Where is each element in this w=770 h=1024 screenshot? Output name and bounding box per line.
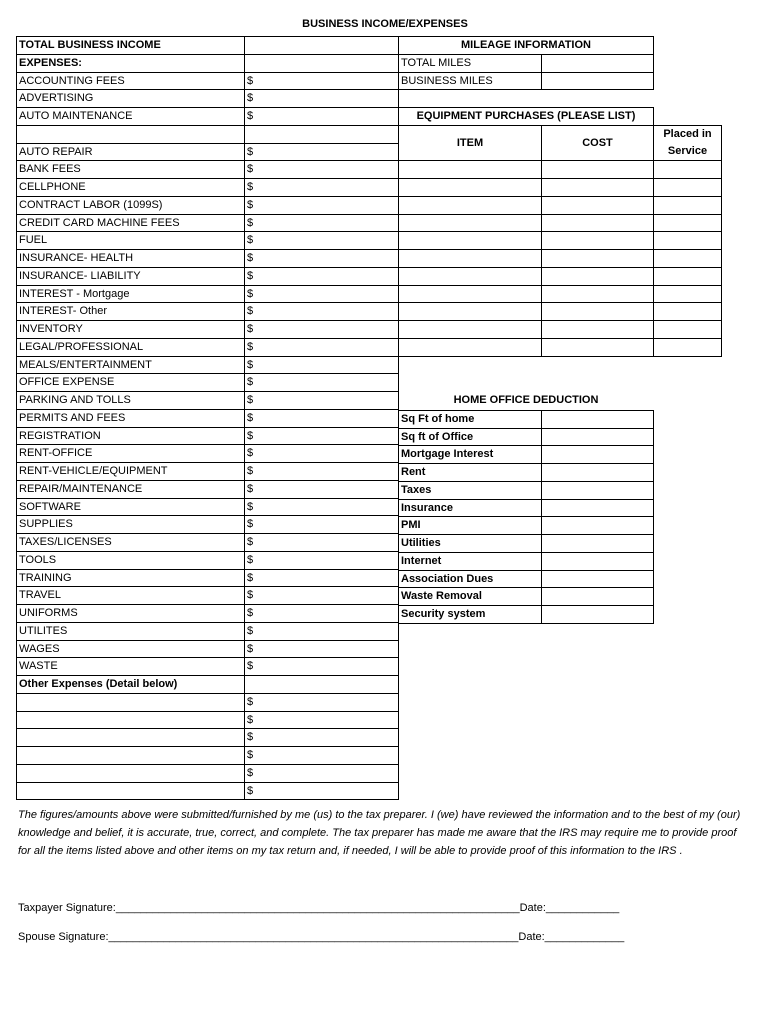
equipment-header: EQUIPMENT PURCHASES (PLEASE LIST) [398,107,654,126]
expense-amount-field[interactable]: $ [244,338,399,357]
expense-label: INTEREST- Other [16,302,245,321]
home-office-label: Security system [398,605,542,624]
equipment-service-field[interactable] [653,160,722,179]
home-office-field[interactable] [541,605,654,624]
other-expense-amount-field[interactable]: $ [244,746,399,765]
expense-amount-field[interactable]: $ [244,267,399,286]
home-office-label: Utilities [398,534,542,553]
expense-amount-field[interactable]: $ [244,89,399,108]
expense-label: ADVERTISING [16,89,245,108]
expense-amount-field[interactable]: $ [244,391,399,410]
expense-amount-field[interactable]: $ [244,178,399,197]
equipment-service-field[interactable] [653,178,722,197]
other-expenses-value [244,675,399,694]
home-office-field[interactable] [541,534,654,553]
expense-label: REPAIR/MAINTENANCE [16,480,245,499]
expense-label: WASTE [16,657,245,676]
home-office-field[interactable] [541,410,654,429]
equipment-cost-field[interactable] [541,214,654,233]
other-expense-amount-field[interactable]: $ [244,693,399,712]
certification-statement: The figures/amounts above were submitted/furnished by me (us) to the tax preparer. I (we) have reviewed the information and to the best of my (our) knowledge and belief, it is accurate, true, correct, and complete. The tax preparer has made me aware that the IRS may require me to provide proof for all the items listed above and other items on my tax return and, if needed, I will be able to provide proof of this information to the IRS . [18,809,741,857]
expense-label: RENT-OFFICE [16,444,245,463]
total-income-label: TOTAL BUSINESS INCOME [16,36,245,55]
home-office-field[interactable] [541,570,654,589]
expense-label: OFFICE EXPENSE [16,373,245,392]
expense-label: INVENTORY [16,320,245,339]
mileage-header: MILEAGE INFORMATION [398,36,654,55]
expenses-heading-value [244,54,399,73]
other-expense-detail-field[interactable] [16,728,245,747]
equipment-service-field[interactable] [653,302,722,321]
expense-label: UTILITES [16,622,245,641]
equipment-item-header: ITEM [398,125,542,162]
equipment-item-field[interactable] [398,267,542,286]
expense-amount-field[interactable]: $ [244,409,399,428]
mileage-label: BUSINESS MILES [398,72,542,91]
other-expense-detail-field[interactable] [16,711,245,730]
taxpayer-signature-line[interactable]: Taxpayer Signature:__________________________________________________________________Date:____________ [18,902,620,914]
other-expense-amount-field[interactable]: $ [244,782,399,801]
home-office-header: HOME OFFICE DEDUCTION [453,394,599,406]
expense-label: SUPPLIES [16,515,245,534]
equipment-item-field[interactable] [398,178,542,197]
equipment-cost-field[interactable] [541,338,654,357]
expense-label: WAGES [16,640,245,659]
home-office-label: Rent [398,463,542,482]
equipment-item-field[interactable] [398,214,542,233]
equipment-cost-field[interactable] [541,285,654,304]
expense-label: PERMITS AND FEES [16,409,245,428]
equipment-service-field[interactable] [653,320,722,339]
expense-amount-field[interactable]: $ [244,462,399,481]
expense-amount-field[interactable]: $ [244,160,399,179]
other-expense-amount-field[interactable]: $ [244,711,399,730]
form-title: BUSINESS INCOME/EXPENSES [302,18,468,30]
equipment-item-field[interactable] [398,160,542,179]
expense-amount-field[interactable]: $ [244,214,399,233]
mileage-label: TOTAL MILES [398,54,542,73]
home-office-field[interactable] [541,463,654,482]
equipment-cost-field[interactable] [541,249,654,268]
home-office-label: Association Dues [398,570,542,589]
expense-label: INSURANCE- LIABILITY [16,267,245,286]
other-expenses-label: Other Expenses (Detail below) [16,675,245,694]
expense-amount-field[interactable]: $ [244,320,399,339]
home-office-field[interactable] [541,552,654,571]
expense-amount-field[interactable]: $ [244,302,399,321]
home-office-label: Sq ft of Office [398,428,542,447]
equipment-service-field[interactable] [653,214,722,233]
total-income-field[interactable] [244,36,399,55]
expense-amount-field[interactable]: $ [244,622,399,641]
home-office-label: Taxes [398,481,542,500]
home-office-label: Internet [398,552,542,571]
equipment-item-field[interactable] [398,196,542,215]
expense-amount-field[interactable]: $ [244,551,399,570]
expense-label: REGISTRATION [16,427,245,446]
equipment-item-field[interactable] [398,338,542,357]
home-office-field[interactable] [541,587,654,606]
other-expense-detail-field[interactable] [16,746,245,765]
expense-amount-field[interactable]: $ [244,356,399,375]
expense-amount-field[interactable]: $ [244,196,399,215]
expense-label: ACCOUNTING FEES [16,72,245,91]
equipment-cost-field[interactable] [541,178,654,197]
expense-amount-field[interactable]: $ [244,143,399,162]
equipment-service-field[interactable] [653,231,722,250]
expense-label: UNIFORMS [16,604,245,623]
expense-label: BANK FEES [16,160,245,179]
service-header-line2: Service [667,144,708,157]
expense-amount-field[interactable]: $ [244,480,399,499]
expense-label: PARKING AND TOLLS [16,391,245,410]
expense-label: TAXES/LICENSES [16,533,245,552]
equipment-item-field[interactable] [398,302,542,321]
equipment-cost-field[interactable] [541,302,654,321]
equipment-cost-field[interactable] [541,320,654,339]
equipment-item-field[interactable] [398,285,542,304]
expense-amount-field[interactable]: $ [244,231,399,250]
expense-amount-field[interactable]: $ [244,533,399,552]
equipment-item-field[interactable] [398,320,542,339]
expense-label: CELLPHONE [16,178,245,197]
home-office-field[interactable] [541,516,654,535]
expense-label: AUTO REPAIR [16,143,245,162]
expense-label: MEALS/ENTERTAINMENT [16,356,245,375]
expense-label: TRAINING [16,569,245,588]
equipment-service-field[interactable] [653,196,722,215]
equipment-cost-field[interactable] [541,267,654,286]
equipment-cost-header: COST [541,125,654,162]
other-expense-detail-field[interactable] [16,782,245,801]
expense-amount-field[interactable]: $ [244,640,399,659]
equipment-service-field[interactable] [653,267,722,286]
expense-label: TOOLS [16,551,245,570]
expense-amount-field[interactable]: $ [244,657,399,676]
mileage-field[interactable] [541,54,654,73]
home-office-label: Insurance [398,499,542,518]
home-office-field[interactable] [541,499,654,518]
expense-label: FUEL [16,231,245,250]
home-office-label: PMI [398,516,542,535]
equipment-cost-field[interactable] [541,160,654,179]
home-office-label: Waste Removal [398,587,542,606]
expense-label: TRAVEL [16,586,245,605]
expense-label: LEGAL/PROFESSIONAL [16,338,245,357]
blank-row-value [244,125,399,144]
equipment-service-field[interactable] [653,338,722,357]
other-expense-amount-field[interactable]: $ [244,764,399,783]
expense-label: CREDIT CARD MACHINE FEES [16,214,245,233]
home-office-field[interactable] [541,445,654,464]
expense-amount-field[interactable]: $ [244,72,399,91]
home-office-label: Sq Ft of home [398,410,542,429]
expense-label: SOFTWARE [16,498,245,517]
equipment-service-header [653,125,722,162]
equipment-cost-field[interactable] [541,196,654,215]
mileage-field[interactable] [541,72,654,91]
expense-amount-field[interactable]: $ [244,515,399,534]
expense-label: CONTRACT LABOR (1099S) [16,196,245,215]
expense-amount-field[interactable]: $ [244,498,399,517]
other-expense-detail-field[interactable] [16,764,245,783]
expense-amount-field[interactable]: $ [244,427,399,446]
blank-row-label [16,125,245,144]
equipment-cost-field[interactable] [541,231,654,250]
expense-amount-field[interactable]: $ [244,444,399,463]
expenses-heading: EXPENSES: [16,54,245,73]
equipment-service-field[interactable] [653,285,722,304]
home-office-field[interactable] [541,481,654,500]
equipment-service-field[interactable] [653,249,722,268]
service-header-line1: Placed in [663,127,712,140]
other-expense-detail-field[interactable] [16,693,245,712]
equipment-item-field[interactable] [398,249,542,268]
expense-label: INSURANCE- HEALTH [16,249,245,268]
expense-amount-field[interactable]: $ [244,373,399,392]
home-office-field[interactable] [541,428,654,447]
expense-label: INTEREST - Mortgage [16,285,245,304]
expense-label: AUTO MAINTENANCE [16,107,245,126]
expense-label: RENT-VEHICLE/EQUIPMENT [16,462,245,481]
expense-amount-field[interactable]: $ [244,107,399,126]
expense-amount-field[interactable]: $ [244,569,399,588]
expense-amount-field[interactable]: $ [244,604,399,623]
expense-amount-field[interactable]: $ [244,249,399,268]
expense-amount-field[interactable]: $ [244,285,399,304]
home-office-label: Mortgage Interest [398,445,542,464]
equipment-item-field[interactable] [398,231,542,250]
other-expense-amount-field[interactable]: $ [244,728,399,747]
spouse-signature-line[interactable]: Spouse Signature:___________________________________________________________________Date:_____________ [18,931,625,943]
expense-amount-field[interactable]: $ [244,586,399,605]
